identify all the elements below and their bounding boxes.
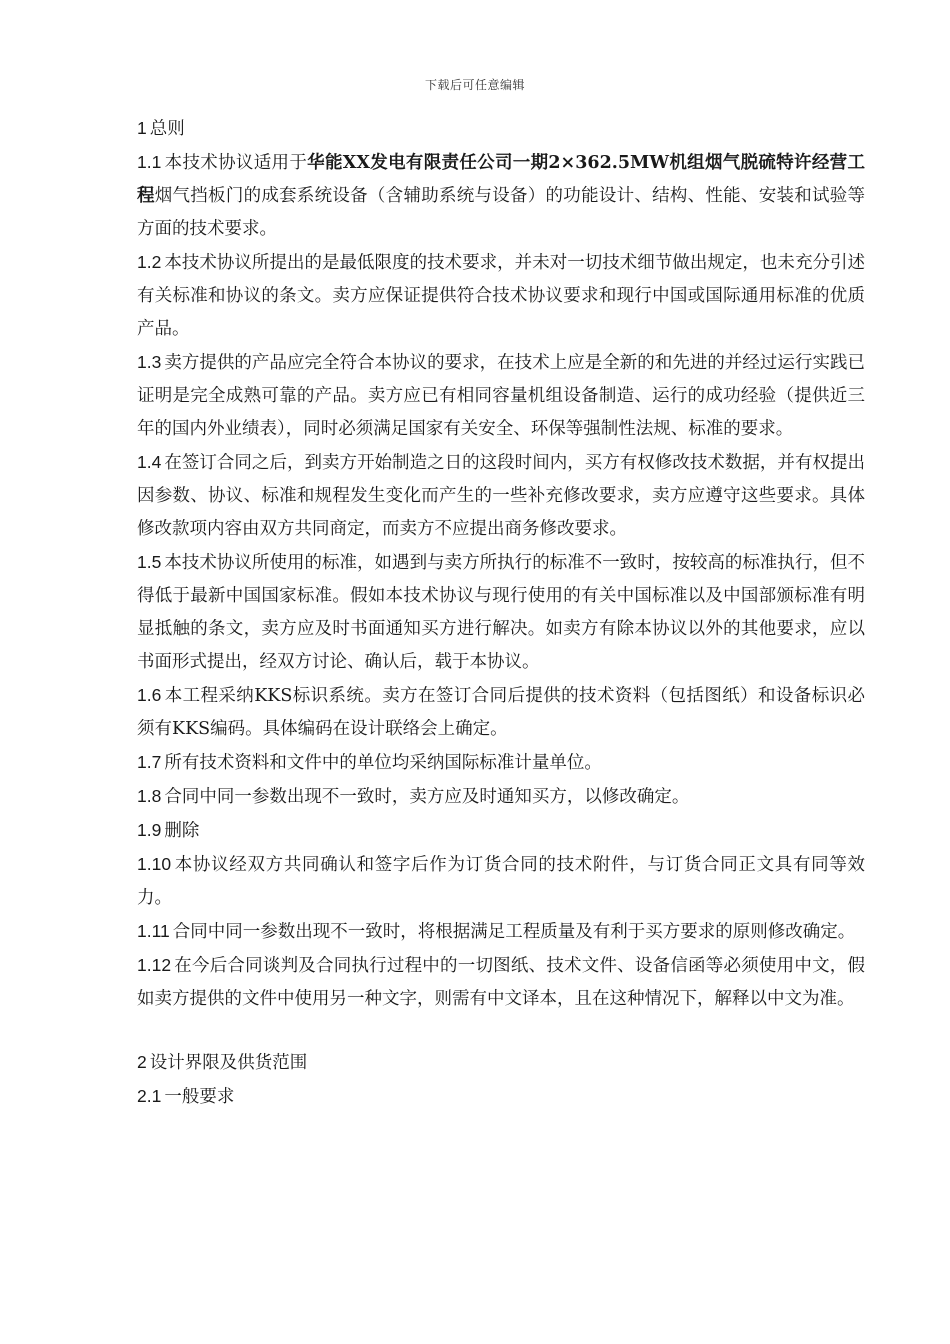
clause-number: 1.4 bbox=[137, 452, 162, 472]
section-heading-1 bbox=[137, 112, 865, 146]
clause-text: 一般要求 bbox=[164, 1087, 235, 1107]
document-body bbox=[137, 112, 865, 1114]
project-name: 华能XX发电有限责任公司一期2×362.5MW机组烟气脱硫特许经营工程 bbox=[137, 153, 865, 206]
clause-number: 1.6 bbox=[137, 685, 162, 705]
clause-text: 在签订合同之后，到卖方开始制造之日的这段时间内，买方有权修改技术数据，并有权提出因参数、协议、标准和规程发生变化而产生的一些补充修改要求，卖方应遵守这些要求。具体修改款项内容由双方共同商定，而卖方不应提出商务修改要求。 bbox=[137, 453, 865, 539]
clause-1-12 bbox=[137, 949, 865, 1016]
clause-number: 1.1 bbox=[137, 152, 162, 172]
section-title: 总则 bbox=[149, 119, 185, 139]
clause-number: 1.11 bbox=[137, 921, 170, 941]
clause-text: 本技术协议所使用的标准，如遇到与卖方所执行的标准不一致时，按较高的标准执行，但不得低于最新中国国家标准。假如本技术协议与现行使用的有关中国标准以及中国部颁标准有明显抵触的条文，卖方应及时书面通知买方进行解决。如卖方有除本协议以外的其他要求，应以书面形式提出，经双方讨论、确认后，载于本协议。 bbox=[137, 553, 865, 672]
clause-1-8 bbox=[137, 780, 865, 814]
clause-1-6 bbox=[137, 679, 865, 746]
clause-1-10 bbox=[137, 848, 865, 915]
clause-text: 删除 bbox=[164, 821, 200, 841]
clause-number: 1.3 bbox=[137, 352, 162, 372]
clause-1-1 bbox=[137, 146, 865, 246]
clause-text: 所有技术资料和文件中的单位均采纳国际标准计量单位。 bbox=[164, 753, 602, 773]
section-heading-2 bbox=[137, 1046, 865, 1080]
clause-text: 本协议经双方共同确认和签字后作为订货合同的技术附件，与订货合同正文具有同等效力。 bbox=[137, 855, 865, 908]
header-note: 下载后可任意编辑 bbox=[424, 78, 525, 92]
clause-1-7 bbox=[137, 746, 865, 780]
clause-1-3 bbox=[137, 346, 865, 446]
clause-text: 烟气挡板门的成套系统设备（含辅助系统与设备）的功能设计、结构、性能、安装和试验等方面的技术要求。 bbox=[137, 186, 866, 239]
clause-1-2 bbox=[137, 246, 865, 346]
clause-text: 在今后合同谈判及合同执行过程中的一切图纸、技术文件、设备信函等必须使用中文，假如卖方提供的文件中使用另一种文字，则需有中文译本，且在这种情况下，解释以中文为准。 bbox=[137, 956, 865, 1009]
clause-text: 合同中同一参数出现不一致时，卖方应及时通知买方，以修改确定。 bbox=[164, 787, 690, 807]
clause-number: 2.1 bbox=[137, 1086, 162, 1106]
clause-1-5 bbox=[137, 546, 865, 679]
section-spacer bbox=[137, 1016, 865, 1046]
clause-text: 本工程采纳KKS标识系统。卖方在签订合同后提供的技术资料（包括图纸）和设备标识必须有KKS编码。具体编码在设计联络会上确定。 bbox=[137, 686, 865, 739]
clause-text: 本技术协议所提出的是最低限度的技术要求，并未对一切技术细节做出规定，也未充分引述有关标准和协议的条文。卖方应保证提供符合技术协议要求和现行中国或国际通用标准的优质产品。 bbox=[137, 253, 865, 339]
clause-1-4 bbox=[137, 446, 865, 546]
clause-number: 1.10 bbox=[137, 854, 172, 874]
section-title: 设计界限及供货范围 bbox=[149, 1053, 308, 1073]
clause-1-9 bbox=[137, 814, 865, 848]
clause-number: 1.5 bbox=[137, 552, 162, 572]
clause-1-11 bbox=[137, 915, 865, 949]
clause-text: 本技术协议适用于 bbox=[164, 153, 308, 173]
clause-number: 1.2 bbox=[137, 252, 162, 272]
clause-text: 合同中同一参数出现不一致时，将根据满足工程质量及有利于买方要求的原则修改确定。 bbox=[172, 922, 856, 942]
clause-number: 1.8 bbox=[137, 786, 162, 806]
clause-number: 1.9 bbox=[137, 820, 162, 840]
clause-2-1 bbox=[137, 1080, 865, 1114]
section-number: 1 bbox=[137, 118, 147, 138]
clause-number: 1.12 bbox=[137, 955, 172, 975]
section-number: 2 bbox=[137, 1052, 147, 1072]
clause-number: 1.7 bbox=[137, 752, 162, 772]
clause-text: 卖方提供的产品应完全符合本协议的要求，在技术上应是全新的和先进的并经过运行实践已证明是完全成熟可靠的产品。卖方应已有相同容量机组设备制造、运行的成功经验（提供近三年的国内外业绩表），同时必须满足国家有关安全、环保等强制性法规、标准的要求。 bbox=[137, 353, 865, 439]
